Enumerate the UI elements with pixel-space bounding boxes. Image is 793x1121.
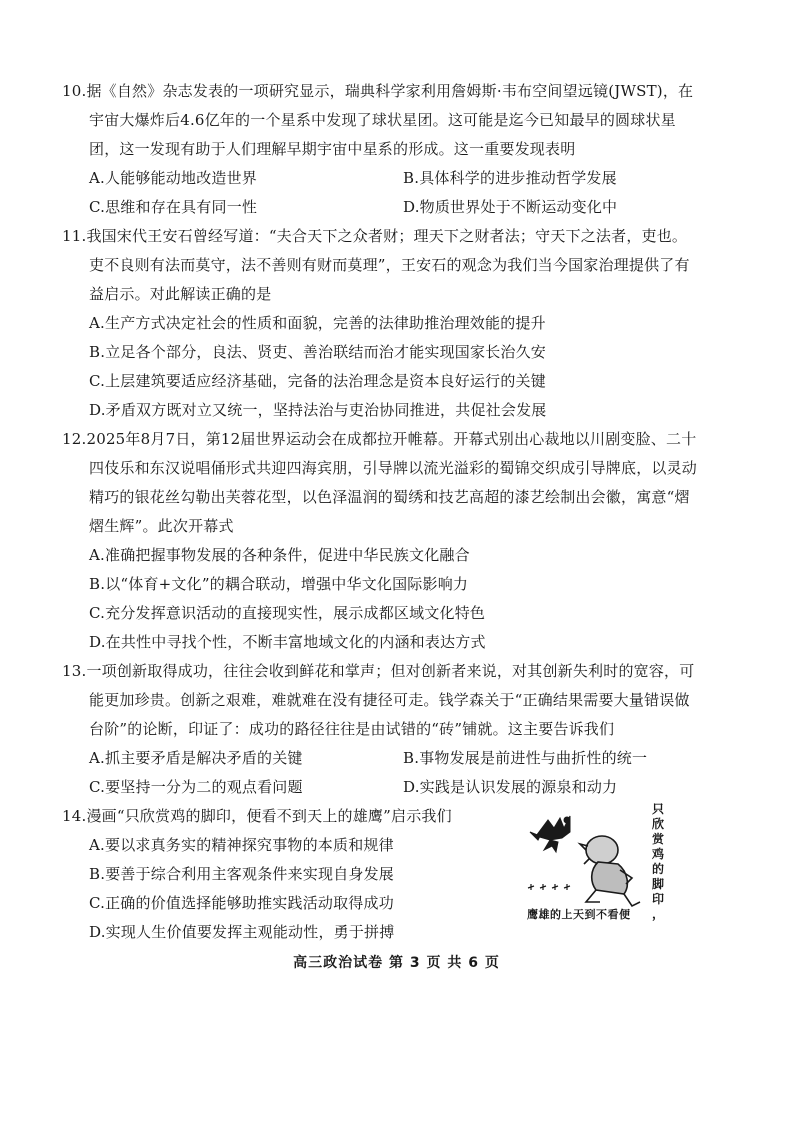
q10-stem-line-1: 10.据《自然》杂志发表的一项研究显示，瑞典科学家利用詹姆斯·韦布空间望远镜(JWST)，在 xyxy=(62,82,694,100)
cartoon-char: 脚 xyxy=(651,877,664,891)
cartoon-char: 鸡 xyxy=(651,847,664,861)
q10-option-c: C.思维和存在具有同一性 xyxy=(89,198,258,216)
q10-option-d: D.物质世界处于不断运动变化中 xyxy=(403,198,618,216)
cartoon-vertical-text xyxy=(650,802,666,922)
q14-stem-line-1: 14.漫画“只欣赏鸡的脚印，便看不到天上的雄鹰”启示我们 xyxy=(62,807,452,825)
cartoon-char: ， xyxy=(651,907,664,921)
q11-option-b: B.立足各个部分，良法、贤吏、善治联结而治才能实现国家长治久安 xyxy=(89,343,546,361)
q14-option-b: B.要善于综合利用主客观条件来实现自身发展 xyxy=(89,865,394,883)
cartoon-char: 的 xyxy=(651,862,664,876)
q10-stem-line-3: 团，这一发现有助于人们理解早期宇宙中星系的形成。这一重要发现表明 xyxy=(89,140,576,158)
q10-option-b: B.具体科学的进步推动哲学发展 xyxy=(403,169,617,187)
q13-option-c: C.要坚持一分为二的观点看问题 xyxy=(89,778,303,796)
chicken-footprints xyxy=(528,884,570,890)
cartoon-caption: 鹰雄的上天到不看便 xyxy=(527,908,631,921)
cartoon-char: 印 xyxy=(651,892,664,906)
q12-option-a: A.准确把握事物发展的各种条件，促进中华民族文化融合 xyxy=(89,546,470,564)
q12-option-b: B.以“体育+文化”的耦合联动，增强中华文化国际影响力 xyxy=(89,575,469,593)
page-footer: 高三政治试卷 第 3 页 共 6 页 xyxy=(293,955,500,971)
q11-option-a: A.生产方式决定社会的性质和面貌，完善的法律助推治理效能的提升 xyxy=(89,314,546,332)
q13-stem-line-1: 13.一项创新取得成功，往往会收到鲜花和掌声；但对创新者来说，对其创新失利时的宽容，可 xyxy=(62,662,695,680)
q11-option-c: C.上层建筑要适应经济基础，完备的法治理念是资本良好运行的关键 xyxy=(89,372,546,390)
q13-stem-line-3: 台阶”的论断，印证了：成功的路径往往是由试错的“砖”铺就。这主要告诉我们 xyxy=(89,720,615,738)
q14-option-c: C.正确的价值选择能够助推实践活动取得成功 xyxy=(89,894,394,912)
cartoon-char: 赏 xyxy=(651,832,664,846)
q11-stem-line-1: 11.我国宋代王安石曾经写道：“夫合天下之众者财；理天下之财者法；守天下之法者，吏也。 xyxy=(62,227,688,245)
q10-stem-line-2: 宇宙大爆炸后4.6亿年的一个星系中发现了球状星团。这可能是迄今已知最早的圆球状星 xyxy=(89,111,676,129)
q12-stem-line-4: 熠生辉”。此次开幕式 xyxy=(89,517,234,535)
q14-option-d: D.实现人生价值要发挥主观能动性，勇于拼搏 xyxy=(89,923,395,941)
q11-stem-line-3: 益启示。对此解读正确的是 xyxy=(89,285,272,303)
q12-option-d: D.在共性中寻找个性，不断丰富地域文化的内涵和表达方式 xyxy=(89,633,486,651)
q13-option-a: A.抓主要矛盾是解决矛盾的关键 xyxy=(89,749,303,767)
q13-option-d: D.实践是认识发展的源泉和动力 xyxy=(403,778,618,796)
q11-stem-line-2: 吏不良则有法而莫守，法不善则有财而莫理”，王安石的观念为我们当今国家治理提供了有 xyxy=(89,256,690,274)
q11-option-d: D.矛盾双方既对立又统一，坚持法治与吏治协同推进，共促社会发展 xyxy=(89,401,547,419)
q12-option-c: C.充分发挥意识活动的直接现实性，展示成都区域文化特色 xyxy=(89,604,486,622)
q12-stem-line-1: 12.2025年8月7日，第12届世界运动会在成都拉开帷幕。开幕式别出心裁地以川剧变脸、二十 xyxy=(62,430,697,448)
cartoon-char: 欣 xyxy=(651,817,664,831)
man-figure-drawing xyxy=(580,836,640,906)
eagle-drawing xyxy=(530,816,570,852)
q13-stem-line-2: 能更加珍贵。创新之艰难，难就难在没有捷径可走。钱学森关于“正确结果需要大量错误做 xyxy=(89,691,690,709)
q13-option-b: B.事物发展是前进性与曲折性的统一 xyxy=(403,749,648,767)
q12-stem-line-3: 精巧的银花丝勾勒出芙蓉花型，以色泽温润的蜀绣和技艺高超的漆艺绘制出会徽，寓意“熠 xyxy=(89,488,690,506)
q10-option-a: A.人能够能动地改造世界 xyxy=(89,169,258,187)
q12-stem-line-2: 四伎乐和东汉说唱俑形式共迎四海宾朋，引导牌以流光溢彩的蜀锦交织成引导牌底，以灵动 xyxy=(89,459,698,477)
cartoon-char: 只 xyxy=(651,802,664,816)
q14-option-a: A.要以求真务实的精神探究事物的本质和规律 xyxy=(89,836,394,854)
